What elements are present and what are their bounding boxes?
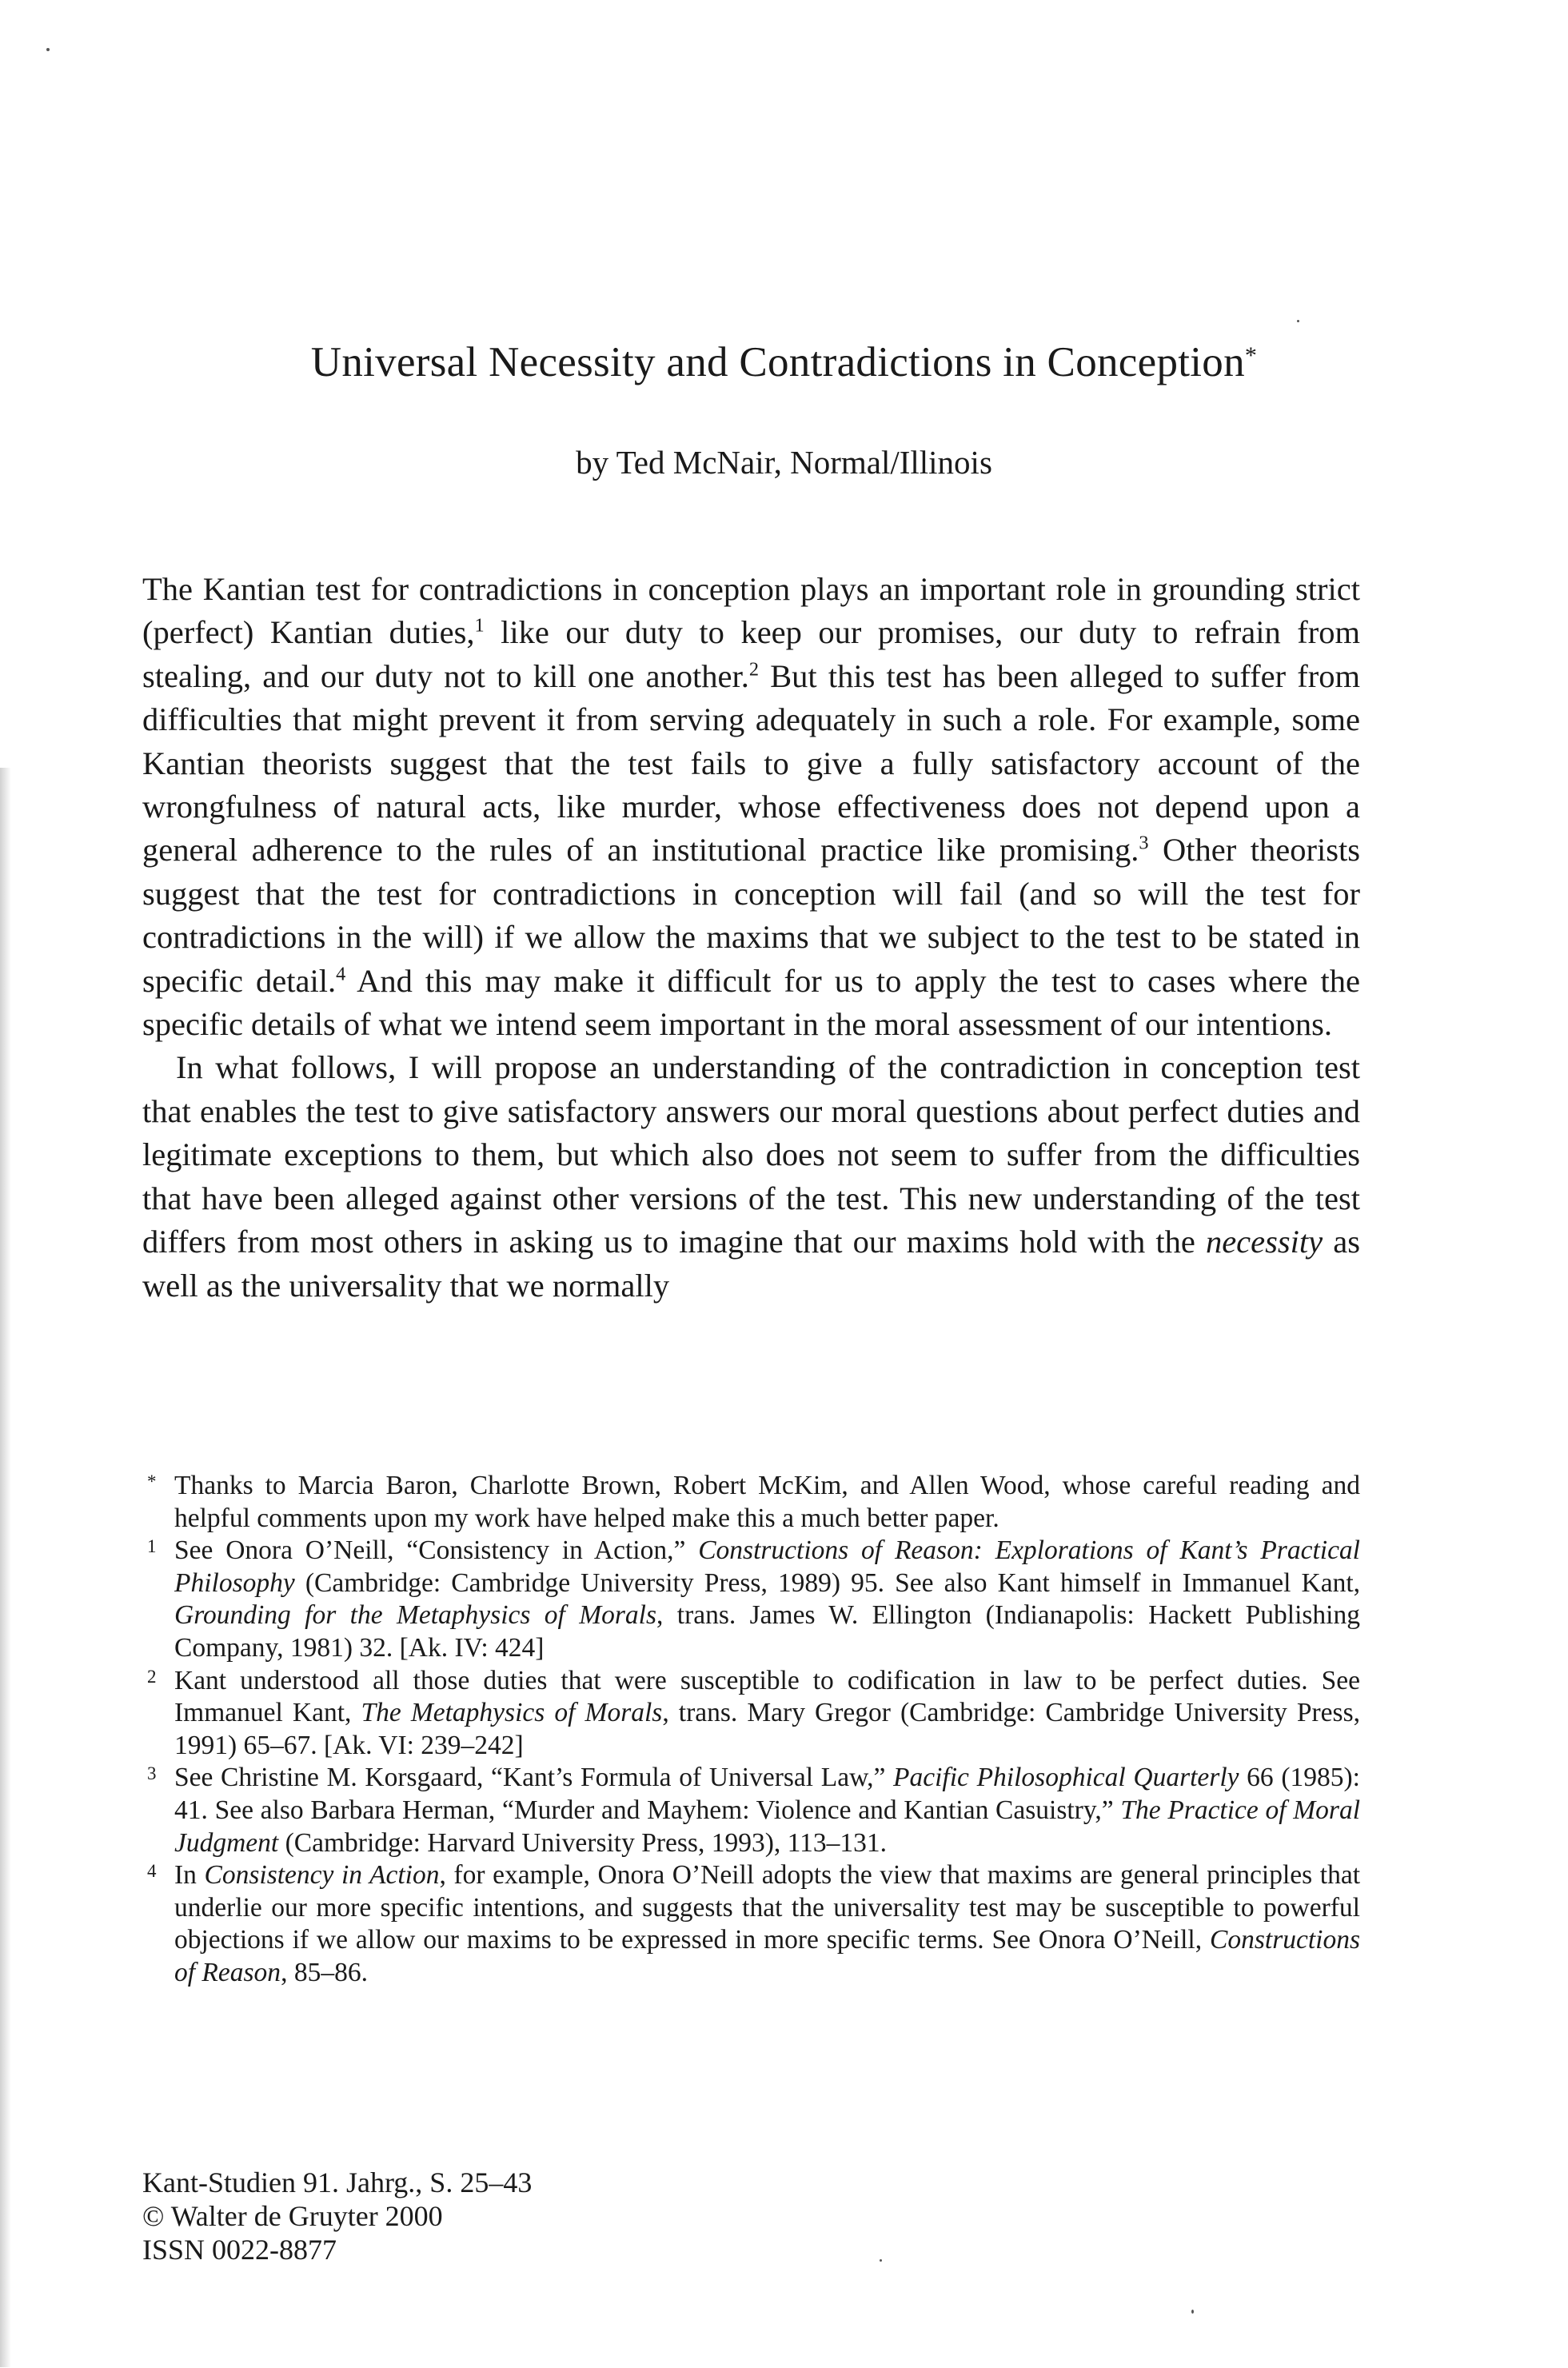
issn: ISSN 0022-8877 xyxy=(142,2234,337,2266)
footnote-text: , trans. Mary Gregor (Cambridge: Cambridge University Press, 1991) 65–67. [Ak. VI: 239–242] xyxy=(174,1698,1360,1760)
footnote-text: (Cambridge: Harvard University Press, 1993), 113–131. xyxy=(278,1827,888,1858)
footnote-text: Thanks to Marcia Baron, Charlotte Brown, Robert McKim, and Allen Wood, whose careful reading and helpful comments upon my work have helped make this a much better paper. xyxy=(174,1471,1360,1533)
footnote-text: (Cambridge: Cambridge University Press, 1989) 95. See also Kant himself in Immanuel Kant, xyxy=(294,1567,1360,1598)
body-paragraph-2 xyxy=(142,1046,1360,1307)
copyright-notice: © Walter de Gruyter 2000 xyxy=(142,2200,443,2232)
footnote-marker: 3 xyxy=(147,1763,157,1784)
publication-imprint xyxy=(142,2166,532,2266)
footnote-star xyxy=(142,1470,1360,1535)
scan-speck xyxy=(880,2259,882,2262)
footnote-ref-2: 2 xyxy=(748,658,760,681)
footnote-2 xyxy=(142,1665,1360,1763)
footnote-text: See Christine M. Korsgaard, “Kant’s Formula of Universal Law,” xyxy=(174,1763,894,1793)
footnote-text: , trans. James W. Ellington (Indianapolis: Hackett Publishing Company, 1981) 32. [Ak. IV: 424] xyxy=(174,1600,1360,1663)
article-title xyxy=(0,334,1568,390)
footnote-citation-title: The Practice of Moral Judgment xyxy=(174,1795,1360,1858)
footnote-3 xyxy=(142,1762,1360,1859)
footnote-citation-title: Constructions of Reason xyxy=(174,1925,1360,1987)
footnote-citation-title: Consistency in Action xyxy=(204,1860,440,1891)
scan-edge-shadow xyxy=(0,768,11,2367)
body-text-run: And this may make it difficult for us to apply the test to cases where the specific details of what we intend seem important in the moral assessment of our intentions. xyxy=(142,962,1360,1043)
body-text-run: But this test has been alleged to suffer from difficulties that might prevent it from serving adequately in such a role. For example, some Kantian theorists suggest that the test fails to give a fully satisfactory account of the wrongfulness of natural acts, like murder, whose effectiveness does not depend upon a general adherence to the rules of an institutional practice like promising. xyxy=(142,657,1360,869)
emphasized-word: necessity xyxy=(1205,1224,1323,1260)
footnote-text: , for example, Onora O’Neill adopts the view that maxims are general principles that underlie our more specific intentions, and suggests that the universality test may be susceptible to powerful objections if we allow our maxims to be expressed in more specific terms. See Onora O’Neill, xyxy=(174,1860,1361,1955)
scan-speck xyxy=(1297,320,1299,322)
footnote-citation-title: Grounding for the Metaphysics of Morals xyxy=(174,1600,657,1631)
footnotes-section xyxy=(142,1470,1360,1990)
body-text-run: The Kantian test for contradictions in conception plays an important role in grounding strict (perfect) Kantian duties, xyxy=(142,571,1360,651)
footnote-citation-title: Pacific Philosophical Quarterly xyxy=(893,1763,1239,1793)
footnote-text: In xyxy=(174,1860,205,1891)
footnote-text: , 85–86. xyxy=(281,1957,368,1987)
footnote-1 xyxy=(142,1535,1360,1664)
footnote-text: See Onora O’Neill, “Consistency in Action,” xyxy=(174,1535,699,1566)
article-body xyxy=(142,568,1360,1308)
footnote-ref-1: 1 xyxy=(474,614,485,637)
footnote-marker: * xyxy=(147,1472,157,1491)
title-footnote-marker: * xyxy=(1244,342,1258,369)
footnote-4 xyxy=(142,1859,1360,1989)
footnote-text: 66 (1985): 41. See also Barbara Herman, “Murder and Mayhem: Violence and Kantian Casuistry,” xyxy=(174,1763,1360,1825)
journal-citation: Kant-Studien 91. Jahrg., S. 25–43 xyxy=(142,2166,533,2198)
article-byline: by Ted McNair, Normal/Illinois xyxy=(576,444,992,481)
article-title-text: Universal Necessity and Contradictions in Conception xyxy=(310,339,1245,385)
footnote-text: Kant understood all those duties that were susceptible to codification in law to be perfect duties. See Immanuel Kant, xyxy=(174,1665,1360,1728)
body-text-run: as well as the universality that we normally xyxy=(142,1224,1360,1304)
footnote-marker: 2 xyxy=(147,1666,157,1687)
body-text-run: In what follows, I will propose an understanding of the contradiction in conception test that enables the test to give satisfactory answers our moral questions about perfect duties and legitimate exceptions to them, but which also does not seem to suffer from the difficulties that have been alleged against other versions of the test. This new understanding of the test differs from most others in asking us to imagine that our maxims hold with the xyxy=(142,1049,1360,1260)
footnote-marker: 4 xyxy=(147,1861,157,1882)
body-paragraph-1 xyxy=(142,568,1360,1046)
scan-speck xyxy=(46,48,50,51)
footnote-citation-title: The Metaphysics of Morals xyxy=(361,1698,663,1728)
footnote-citation-title: Constructions of Reason: Explorations of Kant’s Practical Philosophy xyxy=(174,1535,1360,1598)
footnote-ref-4: 4 xyxy=(336,963,346,985)
footnote-marker: 1 xyxy=(147,1536,157,1557)
body-text-run: Other theorists suggest that the test for contradictions in conception will fail (and so will the test for contradictions in the will) if we allow the maxims that we subject to the test to be stated in specific detail. xyxy=(142,832,1360,999)
footnote-ref-3: 3 xyxy=(1139,832,1149,854)
body-text-run: like our duty to keep our promises, our duty to refrain from stealing, and our duty not to kill one another. xyxy=(142,614,1360,694)
scan-speck xyxy=(1191,2310,1194,2314)
